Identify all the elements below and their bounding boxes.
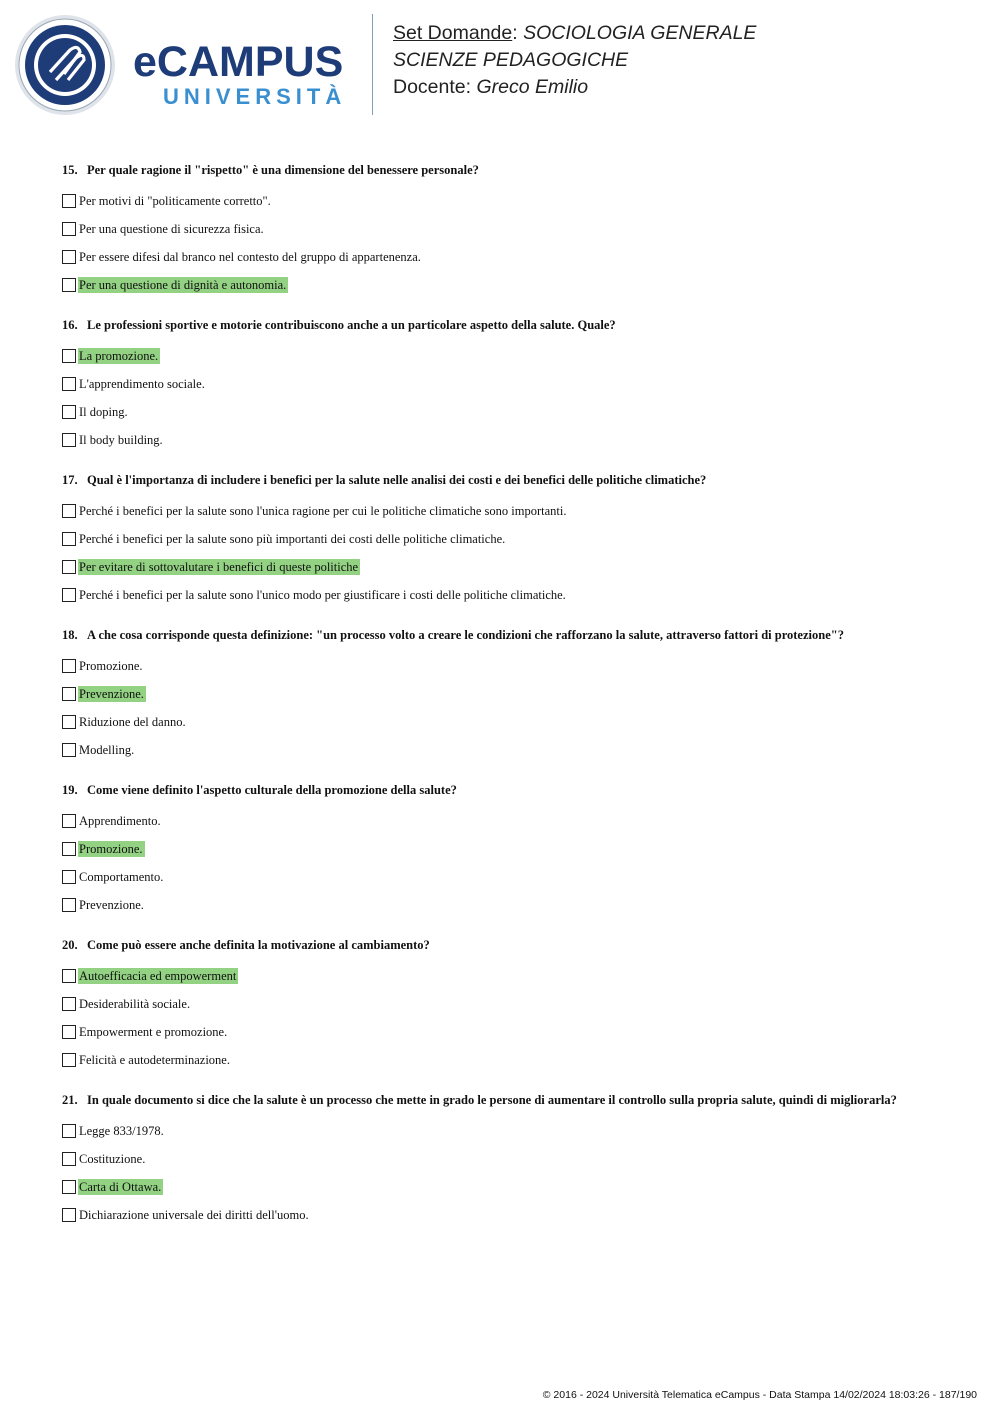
answer-text-correct: Per una questione di dignità e autonomia. bbox=[79, 278, 287, 292]
question-label: Come può essere anche definita la motivazione al cambiamento? bbox=[87, 938, 430, 952]
answer-option[interactable] bbox=[62, 525, 962, 553]
answer-option[interactable] bbox=[62, 1046, 962, 1074]
answer-option[interactable] bbox=[62, 1018, 962, 1046]
question-text bbox=[62, 935, 962, 956]
answer-text-correct: La promozione. bbox=[79, 349, 159, 363]
answer-text: Per essere difesi dal branco nel contesto del gruppo di appartenenza. bbox=[79, 250, 421, 264]
answer-checkbox[interactable] bbox=[62, 870, 76, 884]
answer-option[interactable] bbox=[62, 398, 962, 426]
question-number: 20. bbox=[62, 938, 78, 952]
subject-line bbox=[393, 20, 756, 47]
logo-ecampus-text: eCAMPUS bbox=[133, 38, 344, 86]
course-name: SCIENZE PEDAGOGICHE bbox=[393, 49, 629, 71]
answer-option[interactable] bbox=[62, 187, 962, 215]
question-label: In quale documento si dice che la salute è un processo che mette in grado le persone di aumentare il controllo sulla propria salute, quindi di migliorarla? bbox=[87, 1093, 897, 1107]
answer-option[interactable] bbox=[62, 1201, 962, 1229]
answer-text: L'apprendimento sociale. bbox=[79, 377, 205, 391]
header-divider bbox=[372, 14, 373, 115]
answer-checkbox[interactable] bbox=[62, 1025, 76, 1039]
answer-checkbox[interactable] bbox=[62, 1180, 76, 1194]
answer-text: Apprendimento. bbox=[79, 814, 161, 828]
answer-checkbox[interactable] bbox=[62, 1124, 76, 1138]
answer-text: Costituzione. bbox=[79, 1152, 146, 1166]
answer-checkbox[interactable] bbox=[62, 969, 76, 983]
answer-option[interactable] bbox=[62, 243, 962, 271]
answer-text-correct: Per evitare di sottovalutare i benefici di queste politiche bbox=[79, 560, 359, 574]
footer-copyright: © 2016 - 2024 Università Telematica eCampus - Data Stampa 14/02/2024 18:03:26 - 187/190 bbox=[542, 1389, 977, 1401]
answer-text: Empowerment e promozione. bbox=[79, 1025, 228, 1039]
answer-text: Perché i benefici per la salute sono l'unica ragione per cui le politiche climatiche sono importanti. bbox=[79, 504, 567, 518]
answer-option[interactable] bbox=[62, 863, 962, 891]
answer-option[interactable] bbox=[62, 680, 962, 708]
question-label: Le professioni sportive e motorie contribuiscono anche a un particolare aspetto della salute. Quale? bbox=[87, 318, 616, 332]
answer-checkbox[interactable] bbox=[62, 1152, 76, 1166]
question-number: 17. bbox=[62, 473, 78, 487]
question-number: 18. bbox=[62, 628, 78, 642]
answer-option[interactable] bbox=[62, 1145, 962, 1173]
answer-text: Per una questione di sicurezza fisica. bbox=[79, 222, 264, 236]
answer-text: Per motivi di "politicamente corretto". bbox=[79, 194, 271, 208]
answer-option[interactable] bbox=[62, 1117, 962, 1145]
question-number: 15. bbox=[62, 163, 78, 177]
ecampus-wordmark bbox=[133, 40, 346, 110]
question-text bbox=[62, 780, 962, 801]
answer-checkbox[interactable] bbox=[62, 659, 76, 673]
answer-checkbox[interactable] bbox=[62, 405, 76, 419]
answer-option[interactable] bbox=[62, 426, 962, 454]
answer-text-correct: Promozione. bbox=[79, 842, 143, 856]
answer-option[interactable] bbox=[62, 553, 962, 581]
question-block bbox=[62, 315, 962, 454]
answer-option[interactable] bbox=[62, 736, 962, 764]
answer-text-correct: Prevenzione. bbox=[79, 687, 144, 701]
ecampus-seal-logo bbox=[14, 14, 116, 116]
subject-name: SOCIOLOGIA GENERALE bbox=[523, 22, 757, 44]
answer-text: Il body building. bbox=[79, 433, 163, 447]
header-info bbox=[393, 20, 756, 101]
answer-option[interactable] bbox=[62, 497, 962, 525]
question-label: A che cosa corrisponde questa definizione: "un processo volto a creare le condizioni che rafforzano la salute, attraverso fattori di protezione"? bbox=[87, 628, 844, 642]
question-block bbox=[62, 935, 962, 1074]
answer-option[interactable] bbox=[62, 962, 962, 990]
answer-text: Legge 833/1978. bbox=[79, 1124, 164, 1138]
set-separator: : bbox=[512, 22, 524, 44]
answer-text-correct: Autoefficacia ed empowerment bbox=[79, 969, 237, 983]
answer-option[interactable] bbox=[62, 835, 962, 863]
answer-checkbox[interactable] bbox=[62, 377, 76, 391]
page-header bbox=[0, 0, 1000, 130]
question-label: Qual è l'importanza di includere i benefici per la salute nelle analisi dei costi e dei benefici delle politiche climatiche? bbox=[87, 473, 707, 487]
logo-universita-text: UNIVERSITÀ bbox=[163, 84, 347, 109]
set-label: Set Domande bbox=[393, 22, 513, 44]
answer-checkbox[interactable] bbox=[62, 743, 76, 757]
answer-option[interactable] bbox=[62, 370, 962, 398]
question-block bbox=[62, 780, 962, 919]
answer-text: Promozione. bbox=[79, 659, 143, 673]
answer-checkbox[interactable] bbox=[62, 222, 76, 236]
teacher-line bbox=[393, 74, 756, 101]
answer-option[interactable] bbox=[62, 708, 962, 736]
question-block bbox=[62, 160, 962, 299]
answer-checkbox[interactable] bbox=[62, 532, 76, 546]
answer-checkbox[interactable] bbox=[62, 250, 76, 264]
answer-option[interactable] bbox=[62, 891, 962, 919]
question-number: 16. bbox=[62, 318, 78, 332]
answer-option[interactable] bbox=[62, 807, 962, 835]
answer-option[interactable] bbox=[62, 990, 962, 1018]
question-number: 21. bbox=[62, 1093, 78, 1107]
question-block bbox=[62, 470, 962, 609]
answer-text: Prevenzione. bbox=[79, 898, 144, 912]
question-text bbox=[62, 1090, 962, 1111]
answer-option[interactable] bbox=[62, 652, 962, 680]
answer-option[interactable] bbox=[62, 342, 962, 370]
answer-checkbox[interactable] bbox=[62, 898, 76, 912]
answer-text-correct: Carta di Ottawa. bbox=[79, 1180, 162, 1194]
question-label: Come viene definito l'aspetto culturale della promozione della salute? bbox=[87, 783, 457, 797]
answer-text: Il doping. bbox=[79, 405, 128, 419]
answer-checkbox[interactable] bbox=[62, 349, 76, 363]
question-label: Per quale ragione il "rispetto" è una dimensione del benessere personale? bbox=[87, 163, 479, 177]
question-text bbox=[62, 160, 962, 181]
answer-text: Perché i benefici per la salute sono più importanti dei costi delle politiche climatiche. bbox=[79, 532, 506, 546]
question-number: 19. bbox=[62, 783, 78, 797]
answer-checkbox[interactable] bbox=[62, 715, 76, 729]
answer-text: Perché i benefici per la salute sono l'unico modo per giustificare i costi delle politiche climatiche. bbox=[79, 588, 566, 602]
question-block bbox=[62, 1090, 962, 1229]
answer-text: Riduzione del danno. bbox=[79, 715, 186, 729]
answer-text: Felicità e autodeterminazione. bbox=[79, 1053, 230, 1067]
answer-checkbox[interactable] bbox=[62, 842, 76, 856]
answer-checkbox[interactable] bbox=[62, 687, 76, 701]
question-text bbox=[62, 470, 962, 491]
answer-checkbox[interactable] bbox=[62, 433, 76, 447]
answer-checkbox[interactable] bbox=[62, 278, 76, 292]
answer-checkbox[interactable] bbox=[62, 1208, 76, 1222]
teacher-label: Docente: bbox=[393, 76, 477, 98]
answer-checkbox[interactable] bbox=[62, 1053, 76, 1067]
answer-checkbox[interactable] bbox=[62, 997, 76, 1011]
answer-text: Modelling. bbox=[79, 743, 135, 757]
answer-option[interactable] bbox=[62, 215, 962, 243]
answer-text: Comportamento. bbox=[79, 870, 164, 884]
question-text bbox=[62, 315, 962, 336]
answer-option[interactable] bbox=[62, 271, 962, 299]
answer-checkbox[interactable] bbox=[62, 588, 76, 602]
answer-checkbox[interactable] bbox=[62, 504, 76, 518]
answer-text: Dichiarazione universale dei diritti dell'uomo. bbox=[79, 1208, 309, 1222]
answer-checkbox[interactable] bbox=[62, 194, 76, 208]
answer-checkbox[interactable] bbox=[62, 560, 76, 574]
answer-option[interactable] bbox=[62, 1173, 962, 1201]
question-block bbox=[62, 625, 962, 764]
answer-text: Desiderabilità sociale. bbox=[79, 997, 191, 1011]
question-list bbox=[62, 160, 962, 1229]
teacher-name: Greco Emilio bbox=[476, 76, 589, 98]
question-text bbox=[62, 625, 962, 646]
answer-option[interactable] bbox=[62, 581, 962, 609]
answer-checkbox[interactable] bbox=[62, 814, 76, 828]
